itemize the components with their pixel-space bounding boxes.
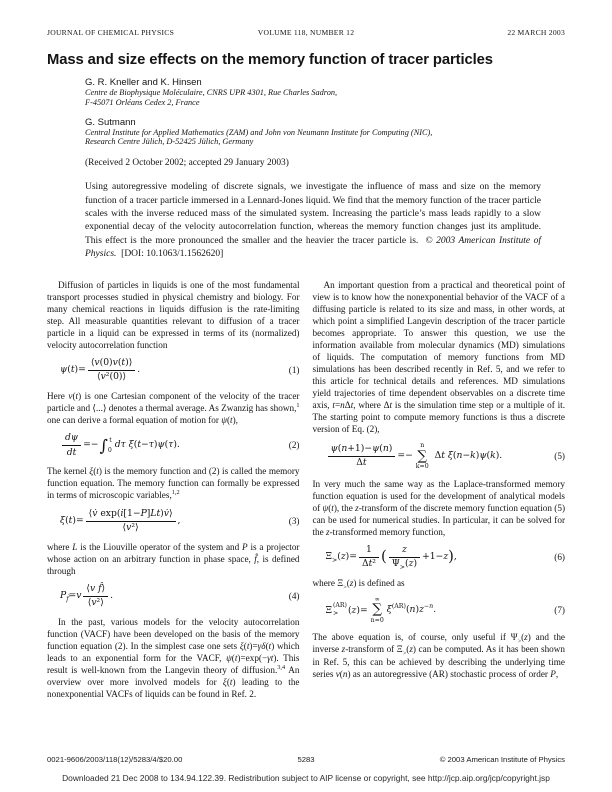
fraction-denominator: $\Psi_>(z)$ <box>389 557 420 570</box>
author-name: G. Sutmann <box>85 116 136 128</box>
article-title: Mass and size effects on the memory function of tracer particles <box>47 52 493 68</box>
fraction-numerator: dψ <box>65 432 79 444</box>
eq3-punctuation: , <box>177 514 181 526</box>
sum-upper-limit: ∞ <box>374 596 380 604</box>
eq1-punctuation: . <box>137 364 141 376</box>
issn-fee-code: 0021-9606/2003/118(12)/5283/4/$20.00 <box>47 755 183 764</box>
left-column <box>47 279 300 701</box>
volume-number: VOLUME 118, NUMBER 12 <box>257 28 355 37</box>
eq7-lhs: Ξ (AR) > (z)= <box>325 601 368 618</box>
eq1-fraction <box>88 358 135 383</box>
eq5-rhs: Δt ξ(n−k)ψ(k). <box>431 450 503 462</box>
summation-icon: ∑ <box>372 601 383 618</box>
fraction-denominator: dt <box>62 445 81 458</box>
paragraph: In very much the same way as the Laplace-transformed memory function equation is used for the development of analytical models of ψ(t), the z-transform of the discrete memory function equation (5) can be used for numerical studies. In particular, it can be solved for the z-transformed memory function, <box>312 478 566 537</box>
equation-3 <box>47 509 300 534</box>
paragraph: The above equation is, of course, only useful if $\Psi_>(z)$ and the inverse z-transform of $\Xi_>(z)$ can be computed. As it has been shown in Ref. 5, this can be achieved by describing the underlying time series v(n) as an autoregressive (AR) stochastic process of order P, <box>312 632 565 679</box>
equation-7 <box>313 596 566 624</box>
right-column <box>313 279 566 701</box>
integral <box>100 437 114 454</box>
summation <box>416 442 429 470</box>
running-head <box>47 28 565 37</box>
equation-number: (7) <box>554 604 565 615</box>
eq3-lhs: ξ(t)= <box>60 514 84 526</box>
eq2-fraction <box>62 433 81 458</box>
paragraph-intro: Diffusion of particles in liquids is one of the most fundamental transport processes studied in physical chemistry and biology. For many chemical reactions in liquids diffusion is the rate-limiting step. All measurable quantities relevant to diffusion of a tracer particle in a liquid can be expressed in terms of its (normalized) velocity autocorrelation function <box>47 279 300 350</box>
equation-1 <box>47 358 300 383</box>
eq4-lhs: $P_{f̂}=v$ <box>60 590 82 603</box>
fraction-denominator: Δt² <box>359 557 379 570</box>
equation-number: (5) <box>554 451 565 462</box>
fraction-denominator: ⟨v²⟩ <box>83 596 108 609</box>
author-affiliation <box>85 128 565 148</box>
author-affiliation <box>85 88 565 108</box>
eq6-fraction-1 <box>359 545 379 570</box>
equation-number: (4) <box>288 591 300 602</box>
received-dates: (Received 2 October 2002; accepted 29 January 2003) <box>85 158 289 169</box>
abstract: Using autoregressive modeling of discrete signals, we investigate the influence of mass and size on the memory function of a tracer particle immersed in a Lennard-Jones liquid. We find that the memory function of the tracer particle scales with the inverse reduced mass of the simulated system. Increasing the particle’s mass leads rapidly to a slow exponential decay of the velocity autocorrelation function, whereas the memory function changes just its amplitude. This effect is the more pronounced the smaller and the heavier the tracer particle is. © 2003 American Institute of Physics. [DOI: 10.1063/1.1562620] <box>85 182 541 260</box>
fraction-numerator: ⟨v(0)v(t)⟩ <box>90 356 133 368</box>
journal-name: JOURNAL OF CHEMICAL PHYSICS <box>47 28 175 37</box>
eq1-lhs: ψ(t)= <box>60 364 86 376</box>
equation-2 <box>47 433 300 458</box>
author-block <box>85 77 565 147</box>
equation-6: $\Xi_>(z)=$ $\frac{1}{\text{Δt²}}$ ( $\frac{z}{\Psi_>(z)}$ +1−z ) , (6) <box>325 543 565 572</box>
affiliation-line: Central Institute for Applied Mathematics (ZAM) and John von Neumann Institute for Computing (NIC), <box>85 127 433 137</box>
page-number: 5283 <box>297 755 315 764</box>
equals-minus: =− <box>83 439 99 451</box>
paragraph: where L is the Liouville operator of the system and P is a projector whose action on an arbitrary function in phase space, f̂, is defined through <box>47 541 300 576</box>
issue-date: 22 MARCH 2003 <box>507 28 565 37</box>
author-name: G. R. Kneller and K. Hinsen <box>85 77 202 88</box>
fraction-numerator: ⟨v̇ exp(i[1−P]Lt)v̇⟩ <box>88 507 173 519</box>
equation-number: (1) <box>288 365 300 376</box>
eq6-rhs: +1−z <box>422 551 449 563</box>
eq7-rhs: $\xi^{(AR)}(n)z^{-n}$. <box>386 602 437 615</box>
equals-minus: =− <box>397 450 413 462</box>
integral-upper-limit: t <box>109 437 112 445</box>
affiliation-line: Centre de Biophysique Moléculaire, CNRS UPR 4301, Rue Charles Sadron, <box>85 88 338 97</box>
affiliation-line: Research Centre Jülich, D-52425 Jülich, Germany <box>85 137 254 147</box>
eq4-punctuation: . <box>110 590 114 602</box>
equation-4 <box>47 584 300 609</box>
fraction-denominator: ⟨v²(0)⟩ <box>88 370 135 383</box>
body-columns <box>47 279 565 701</box>
fraction-numerator: 1 <box>366 543 372 555</box>
affiliation-line: F-45071 Orléans Cedex 2, France <box>85 97 200 107</box>
eq6-punctuation: , <box>453 551 457 563</box>
summation <box>371 596 384 624</box>
fraction-numerator: z <box>401 543 407 555</box>
fraction-numerator: ⟨v f̂⟩ <box>86 582 106 594</box>
integral-lower-limit: 0 <box>107 447 112 455</box>
download-notice: Downloaded 21 Dec 2008 to 134.94.122.39. Redistribution subject to AIP license or copyright, see http://jcp.aip.org/jcp/copyright.jsp <box>62 773 550 783</box>
fraction-numerator: ψ(n+1)−ψ(n) <box>330 442 393 454</box>
paragraph: The kernel ξ(t) is the memory function and (2) is called the memory function equation. The memory function can formally be expressed in terms of microscopic variables,$^{1,2}$ <box>47 466 300 501</box>
eq4-fraction <box>83 584 108 609</box>
eq6-fraction-2 <box>389 545 420 570</box>
summation-icon: ∑ <box>417 447 428 464</box>
equation-number: (2) <box>288 440 300 451</box>
page-footer <box>47 755 565 764</box>
equation-5 <box>313 442 566 470</box>
sum-lower-limit: n=0 <box>370 616 384 624</box>
sum-lower-limit: k=0 <box>415 463 429 471</box>
fraction-denominator: Δt <box>328 456 396 469</box>
sum-upper-limit: n <box>420 442 425 450</box>
eq5-fraction <box>328 444 396 469</box>
paragraph: Here v(t) is one Cartesian component of the velocity of the tracer particle and ⟨...⟩ denotes a thermal average. As Zwanzig has shown,$^1$ one can derive a formal equation of motion for ψ(t), <box>47 391 300 426</box>
eq2-rhs: dτ ξ(t−τ)ψ(τ). <box>114 439 180 451</box>
paragraph: An important question from a practical and theoretical point of view is to know how the nonexponential behavior of the VACF of a diffusing particle is related to its size and mass, in other words, at which point a simplified Langevin description of the tracer particle becomes appropriate. To answer this question, we use the information available from molecular dynamics (MD) simulations of liquids. The computation of memory functions from MD simulations has been described recently in Ref. 5, and we refer to this article for technical details and references. MD simulations yield trajectories of time dependent observables on a discrete time axis, t=nΔt, where Δt is the simulation time step or a multiple of it. The starting point to compute memory functions is thus a discrete version of Eq. (2), <box>312 279 565 435</box>
fraction-denominator: ⟨v²⟩ <box>86 521 176 534</box>
equation-number: (3) <box>288 515 300 526</box>
eq3-fraction <box>86 509 176 534</box>
paragraph: where $\Xi_>(z)$ is defined as <box>312 578 405 591</box>
equation-number: (6) <box>554 552 565 563</box>
paragraph: In the past, various models for the velocity autocorrelation function (VACF) have been developed on the basis of the memory function equation (2). In the simplest case one sets ξ(t)=γδ(t) which leads to an exponential form for the VACF, ψ(t)=exp(−γt). This result is well-known from the Langevin theory of diffusion.$^{3,4}$ An overview over more involved models for ξ(t) leading to the nonexponential VACFs of liquids can be found in Ref. 2. <box>47 616 300 700</box>
integral-icon: ∫ <box>99 435 108 455</box>
eq6-lhs: $\Xi_>(z)=$ <box>325 551 357 564</box>
copyright-notice: © 2003 American Institute of Physics <box>439 755 566 764</box>
